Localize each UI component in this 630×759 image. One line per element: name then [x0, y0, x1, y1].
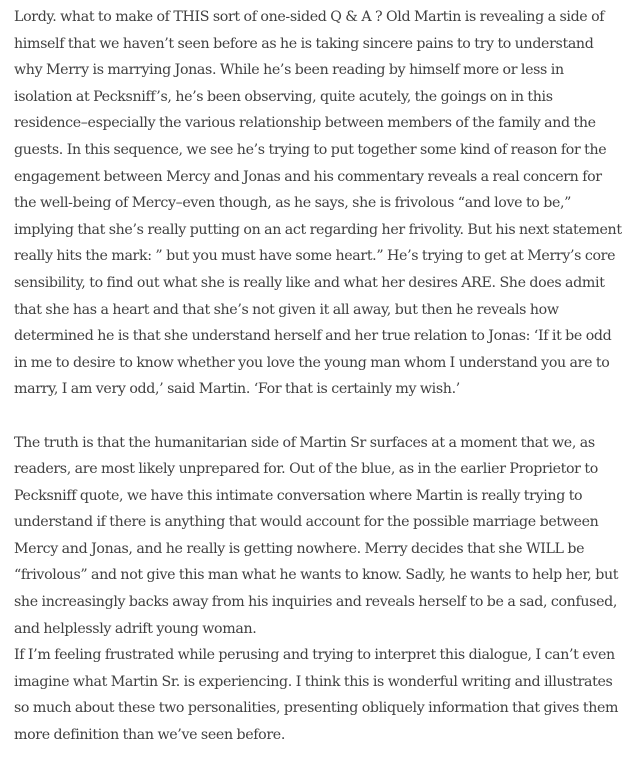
article-paragraph: If I’m feeling frustrated while perusing and trying to interpret this dialogue, I can’t even imagine what Martin Sr. is experiencing. I think this is wonderful writing and illustrates so much about these two personalities, presenting obliquely information that gives them more definition than we’ve seen before. [14, 647, 619, 744]
article-paragraph: Lordy. what to make of THIS sort of one-sided Q & A ? Old Martin is revealing a side of himself that we haven’t seen before as he is taking sincere pains to try to understand why Merry is marrying Jonas. While he’s been reading by himself more or less in isolation at Pecksniff’s, he’s been observing, quite acutely, the goings on in this residence–especially the various relationship between members of the family and the guests. In this sequence, we see he’s trying to put together some kind of reason for the engagement between Mercy and Jonas and his commentary reveals a real concern for the well-being of Mercy–even though, as he says, she is frivolous “and love to be,” implying that she’s really putting on an act regarding her frivolity. But his next statement really hits the mark: ” but you must have some heart.” He’s trying to get at Merry’s core sensibility, to find out what she is really like and what her desires ARE. She does admit that she has a heart and that she’s not given it all away, but then he reveals how determined he is that she understand herself and her true relation to Jonas: ‘If it be odd in me to desire to know whether you love the young man whom I understand you are to marry, I am very odd,’ said Martin. ‘For that is certainly my wish.’ [14, 9, 622, 398]
article-paragraph: The truth is that the humanitarian side of Martin Sr surfaces at a moment that we, as readers, are most likely unprepared for. Out of the blue, as in the earlier Proprietor to Pecksniff quote, we have this intimate conversation where Martin is really trying to understand if there is anything that would account for the possible marriage between Mercy and Jonas, and he really is getting nowhere. Merry decides that she WILL be “frivolous” and not give this man what he wants to know. Sadly, he wants to help her, but she increasingly backs away from his inquiries and reveals herself to be a sad, confused, and helplessly adrift young woman. [14, 434, 619, 637]
